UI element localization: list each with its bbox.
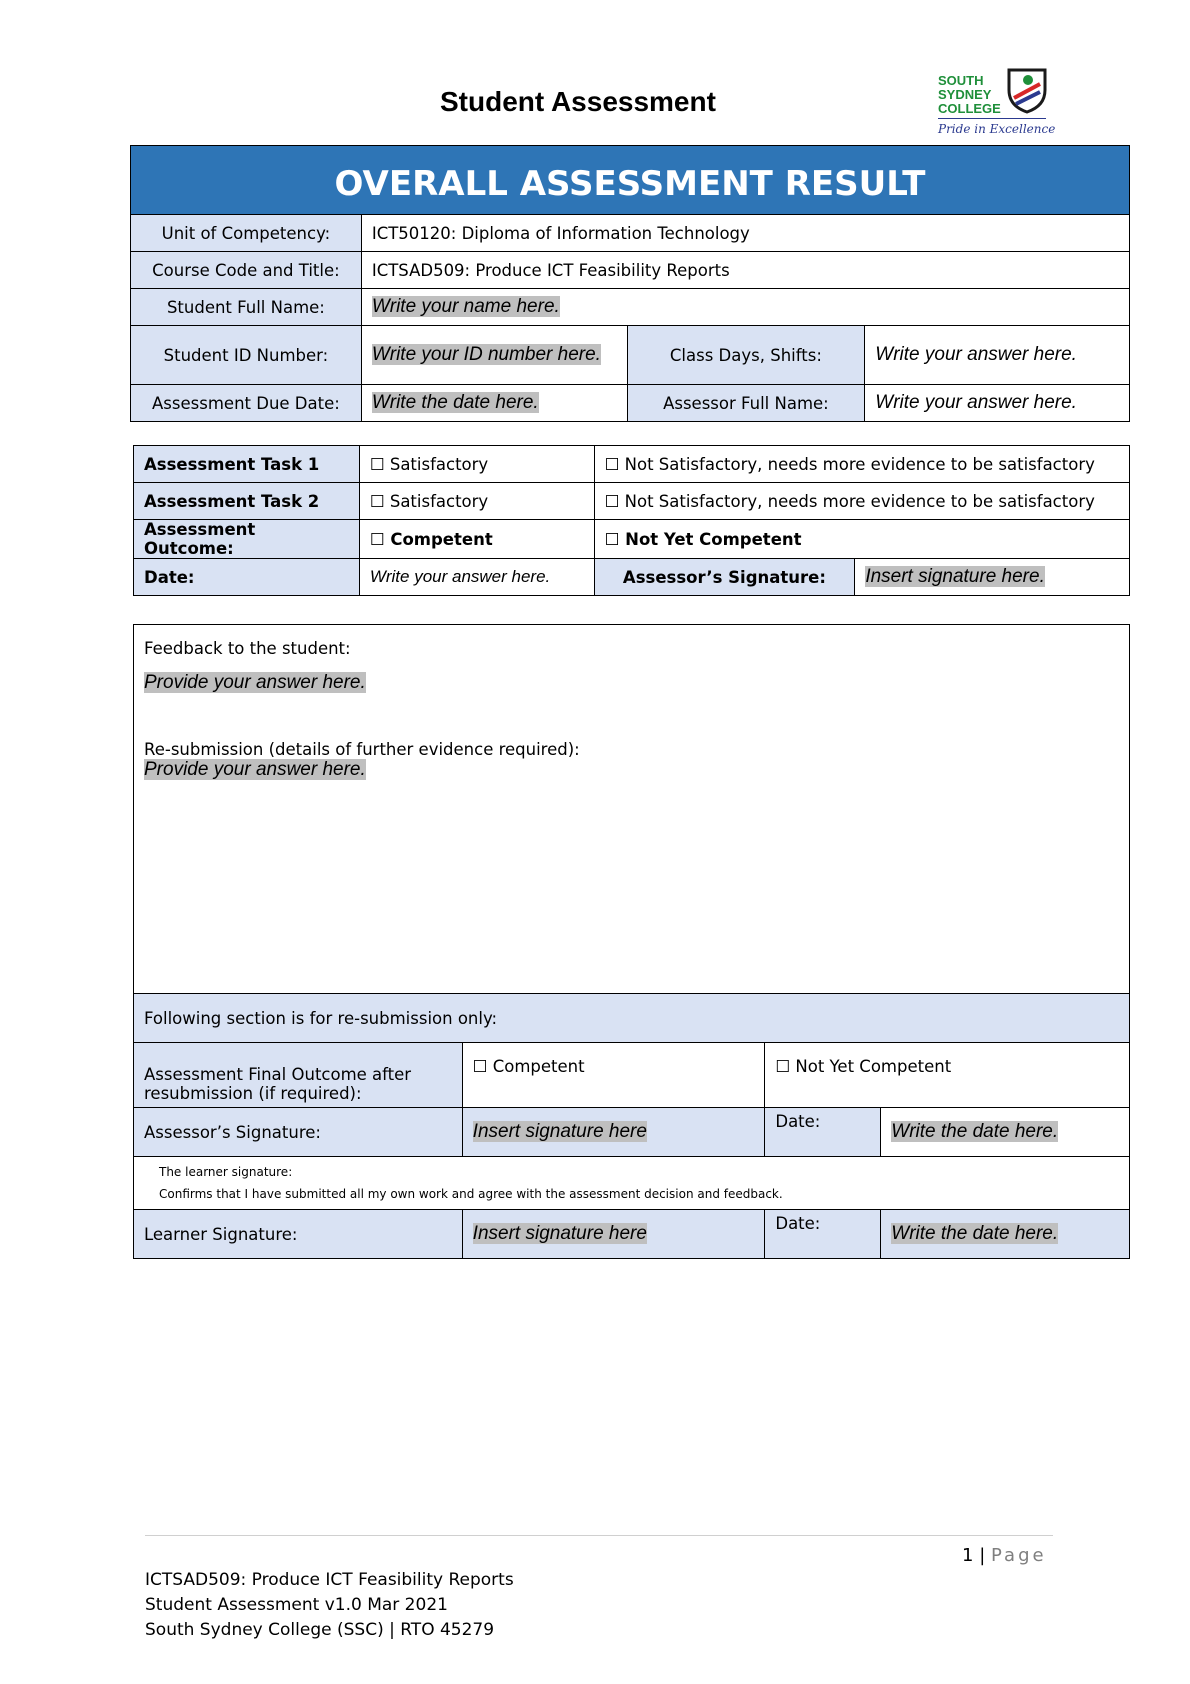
course-label: Course Code and Title:: [131, 252, 362, 289]
learner-signature-placeholder: Insert signature here: [472, 1223, 647, 1244]
due-date-field[interactable]: [361, 385, 627, 422]
resub-date-label: Date:: [765, 1108, 881, 1157]
feedback-table: [133, 624, 1130, 1259]
student-id-field[interactable]: [361, 326, 627, 385]
learner-date-field[interactable]: [881, 1210, 1130, 1259]
logo-tagline: Pride in Excellence: [938, 122, 1056, 136]
resub-assessor-signature-label: Assessor’s Signature:: [134, 1108, 463, 1157]
resub-date-placeholder: Write the date here.: [891, 1121, 1059, 1142]
resub-assessor-signature-placeholder: Insert signature here: [472, 1121, 647, 1142]
footer: [145, 1568, 514, 1643]
due-date-placeholder: Write the date here.: [371, 392, 539, 413]
feedback-section[interactable]: [134, 625, 1130, 994]
assessor-signature-label: Assessor’s Signature:: [594, 559, 855, 596]
task1-satisfactory-checkbox[interactable]: ☐ Satisfactory: [359, 446, 594, 483]
student-name-placeholder: Write your name here.: [371, 296, 560, 317]
resubmission-label: Re-submission (details of further evidence required):: [144, 740, 580, 759]
logo-line2: SYDNEY: [938, 87, 992, 102]
learner-signature-label: Learner Signature:: [134, 1210, 463, 1259]
unit-label: Unit of Competency:: [131, 215, 362, 252]
footer-line3: South Sydney College (SSC) | RTO 45279: [145, 1620, 495, 1640]
learner-note-2: Confirms that I have submitted all my own work and agree with the assessment decision and feedback.: [159, 1187, 783, 1201]
logo-text: [938, 74, 1001, 116]
footer-divider: [145, 1535, 1053, 1536]
logo-underline: [938, 118, 1046, 119]
assessor-name-label: Assessor Full Name:: [627, 385, 865, 422]
due-date-label: Assessment Due Date:: [131, 385, 362, 422]
learner-signature-field[interactable]: [462, 1210, 765, 1259]
not-yet-competent-checkbox[interactable]: ☐ Not Yet Competent: [594, 520, 1129, 559]
student-id-placeholder: Write your ID number here.: [371, 344, 601, 365]
resub-date-field[interactable]: [881, 1108, 1130, 1157]
task2-not-satisfactory-checkbox[interactable]: ☐ Not Satisfactory, needs more evidence to be satisfactory: [594, 483, 1129, 520]
date-label: Date:: [134, 559, 360, 596]
page-separator: |: [979, 1545, 986, 1566]
task2-satisfactory-checkbox[interactable]: ☐ Satisfactory: [359, 483, 594, 520]
feedback-label: Feedback to the student:: [144, 639, 351, 658]
resub-competent-checkbox[interactable]: ☐ Competent: [462, 1043, 765, 1108]
learner-declaration: [134, 1157, 1130, 1210]
learner-date-label: Date:: [765, 1210, 881, 1259]
unit-value: ICT50120: Diploma of Information Technology: [361, 215, 1129, 252]
assessor-signature-placeholder: Insert signature here.: [865, 566, 1045, 587]
page-title: Student Assessment: [440, 86, 716, 117]
competent-checkbox[interactable]: ☐ Competent: [359, 520, 594, 559]
footer-line1: ICTSAD509: Produce ICT Feasibility Reports: [145, 1570, 514, 1590]
shield-icon: [1006, 66, 1048, 114]
student-name-field[interactable]: [361, 289, 1129, 326]
resub-assessor-signature-field[interactable]: [462, 1108, 765, 1157]
logo-line3: COLLEGE: [938, 101, 1001, 116]
feedback-placeholder: Provide your answer here.: [144, 672, 366, 693]
date-field[interactable]: Write your answer here.: [359, 559, 594, 596]
task1-label: Assessment Task 1: [134, 446, 360, 483]
assessor-signature-field[interactable]: [855, 559, 1130, 596]
college-logo: [938, 62, 1058, 142]
assessment-tasks-table: [133, 445, 1130, 596]
overall-result-table: [130, 145, 1130, 422]
page-number: [962, 1545, 1047, 1566]
course-value: ICTSAD509: Produce ICT Feasibility Reports: [361, 252, 1129, 289]
overall-result-banner: OVERALL ASSESSMENT RESULT: [131, 146, 1130, 215]
class-days-label: Class Days, Shifts:: [627, 326, 865, 385]
class-days-field[interactable]: Write your answer here.: [865, 326, 1130, 385]
learner-date-placeholder: Write the date here.: [891, 1223, 1059, 1244]
assessor-name-field[interactable]: Write your answer here.: [865, 385, 1130, 422]
outcome-label: Assessment Outcome:: [134, 520, 360, 559]
student-id-label: Student ID Number:: [131, 326, 362, 385]
student-name-label: Student Full Name:: [131, 289, 362, 326]
resubmission-only-header: Following section is for re-submission only:: [134, 994, 1130, 1043]
task2-label: Assessment Task 2: [134, 483, 360, 520]
learner-note-1: The learner signature:: [159, 1165, 293, 1179]
page-number-value: 1: [962, 1545, 974, 1566]
final-outcome-label: Assessment Final Outcome after resubmission (if required):: [134, 1043, 463, 1108]
logo-line1: SOUTH: [938, 73, 984, 88]
task1-not-satisfactory-checkbox[interactable]: ☐ Not Satisfactory, needs more evidence to be satisfactory: [594, 446, 1129, 483]
page-word: Page: [991, 1545, 1047, 1566]
resubmission-placeholder: Provide your answer here.: [144, 759, 366, 780]
resub-not-yet-competent-checkbox[interactable]: ☐ Not Yet Competent: [765, 1043, 1130, 1108]
footer-line2: Student Assessment v1.0 Mar 2021: [145, 1595, 448, 1615]
